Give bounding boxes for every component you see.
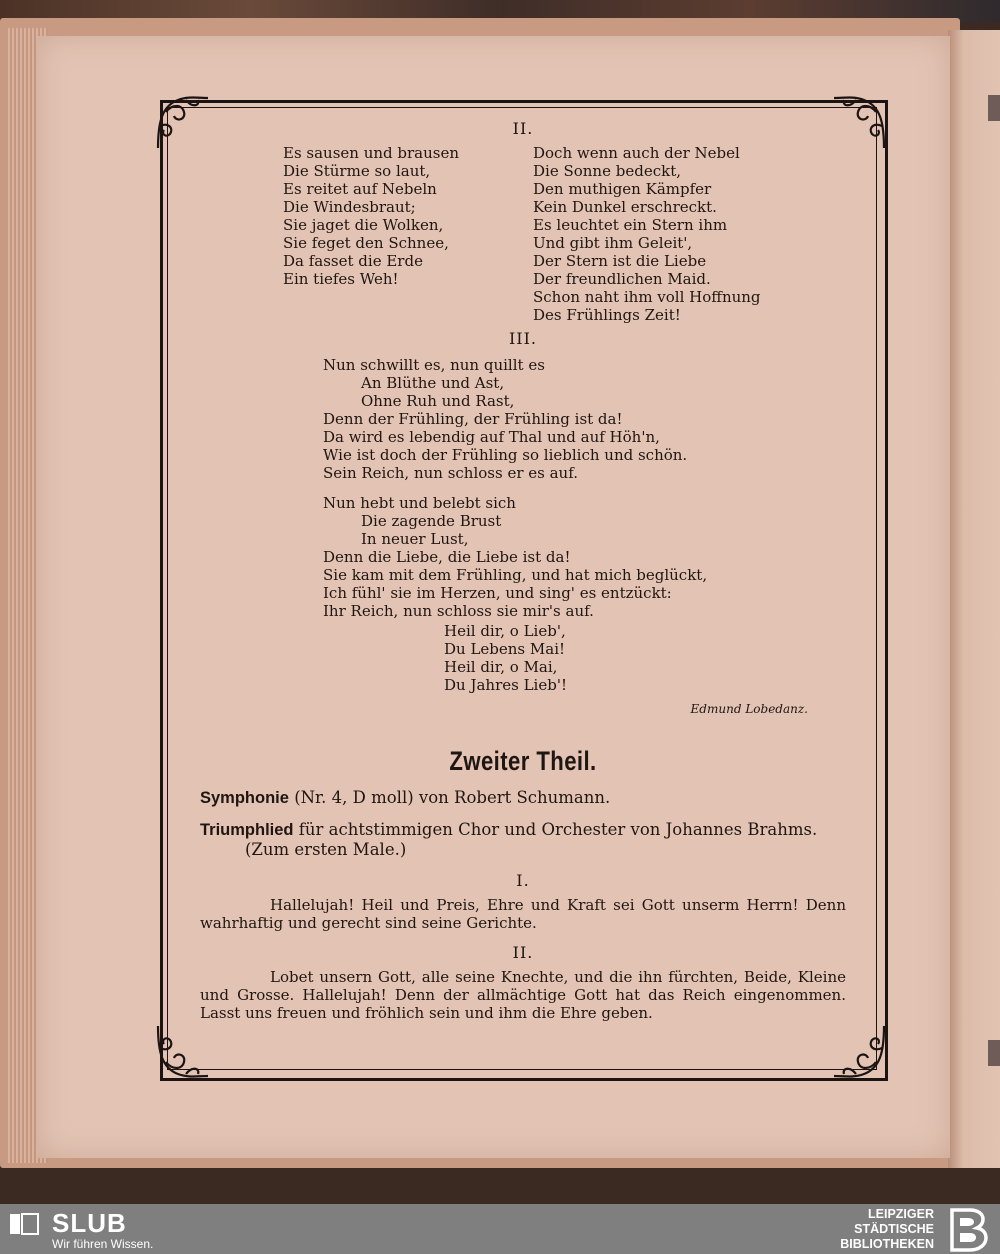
section-number-iii: III. [508, 329, 538, 348]
leipzig-library-logo-icon[interactable] [944, 1206, 994, 1254]
poem-left-column [178, 144, 528, 324]
poem-line: Des Frühlings Zeit! [533, 306, 681, 324]
poem-line: Schon naht ihm voll Hoffnung [533, 288, 761, 306]
program-work-title: Triumphlied [200, 821, 294, 839]
poem-line: Denn die Liebe, die Liebe ist da! [323, 548, 571, 566]
poem-line: Du Jahres Lieb'! [444, 676, 567, 694]
slub-name[interactable]: SLUB [52, 1208, 127, 1238]
poem-two-columns [178, 144, 868, 324]
poem-line: Die Sonne bedeckt, [533, 162, 681, 180]
poem-line: Da fasset die Erde [283, 252, 423, 270]
poem-line: Die Windesbraut; [283, 198, 416, 216]
poem-line: Die Stürme so laut, [283, 162, 431, 180]
poem-line: Wie ist doch der Frühling so lieblich und schön. [323, 446, 688, 464]
program-work-description: (Nr. 4, D moll) von Robert Schumann. [294, 788, 611, 807]
section-number-ii-b: II. [512, 943, 534, 962]
program-item [200, 820, 868, 860]
poem-line: Es sausen und brausen [283, 144, 460, 162]
page-content [178, 120, 868, 1022]
poem-line: Ihr Reich, nun schloss sie mir's auf. [323, 602, 594, 620]
poem-line: Sein Reich, nun schloss er es auf. [323, 464, 578, 482]
poem-line: Es reitet auf Nebeln [283, 180, 437, 198]
poem-line: In neuer Lust, [361, 530, 469, 548]
poem-line: Sie jaget die Wolken, [283, 216, 444, 234]
poem-stanza [178, 356, 868, 482]
slub-logo-icon[interactable] [10, 1212, 40, 1236]
slub-slogan: Wir führen Wissen. [52, 1237, 154, 1251]
part-heading: Zweiter Theil. [449, 746, 597, 776]
paragraph-text: Hallelujah! Heil und Preis, Ehre und Kraft sei Gott unserm Herrn! Denn wahrhaftig und gerecht sind seine Gerichte. [200, 896, 846, 932]
ornament-corner-icon [828, 1020, 890, 1082]
poem-refrain [178, 622, 868, 694]
poem-line: Es leuchtet ein Stern ihm [533, 216, 728, 234]
poem-line: Da wird es lebendig auf Thal und auf Höh'n, [323, 428, 660, 446]
poem-line: Denn der Frühling, der Frühling ist da! [323, 410, 623, 428]
text-paragraph [200, 896, 846, 932]
poem-line: Sie kam mit dem Frühling, und hat mich beglückt, [323, 566, 708, 584]
section-number-i: I. [516, 871, 530, 890]
poem-line: An Blüthe und Ast, [361, 374, 505, 392]
poem-line: Sie feget den Schnee, [283, 234, 449, 252]
poem-line: Ein tiefes Weh! [283, 270, 399, 288]
poem-line: Der freundlichen Maid. [533, 270, 711, 288]
leipzig-library-name[interactable] [840, 1207, 934, 1252]
poem-line: Nun hebt und belebt sich [323, 494, 516, 512]
poem-line: Heil dir, o Mai, [444, 658, 558, 676]
poem-line: Und gibt ihm Geleit', [533, 234, 693, 252]
next-page-mark [988, 1040, 1000, 1066]
poem-line: Doch wenn auch der Nebel [533, 144, 740, 162]
program-work-note: (Zum ersten Male.) [245, 840, 407, 859]
ornament-corner-icon [152, 1020, 214, 1082]
poem-author: Edmund Lobedanz. [690, 702, 808, 716]
viewer-footer-bar [0, 1204, 1000, 1254]
next-page-edge [948, 30, 1000, 1168]
poem-line: Der Stern ist die Liebe [533, 252, 707, 270]
text-paragraph [200, 968, 846, 1022]
lsb-line: LEIPZIGER [868, 1207, 934, 1221]
poem-line: Die zagende Brust [361, 512, 502, 530]
poem-line: Heil dir, o Lieb', [444, 622, 566, 640]
poem-stanza [178, 494, 868, 620]
poem-line: Nun schwillt es, nun quillt es [323, 356, 545, 374]
poem-line: Den muthigen Kämpfer [533, 180, 712, 198]
poem-line: Ohne Ruh und Rast, [361, 392, 515, 410]
program-item [200, 788, 868, 808]
poem-line: Ich fühl' sie im Herzen, und sing' es entzückt: [323, 584, 672, 602]
section-number-ii: II. [512, 119, 534, 138]
next-page-mark [988, 95, 1000, 121]
program-work-title: Symphonie [200, 789, 289, 807]
program-work-description: für achtstimmigen Chor und Orchester von Johannes Brahms. [298, 820, 818, 839]
poem-line: Kein Dunkel erschreckt. [533, 198, 717, 216]
poem-line: Du Lebens Mai! [444, 640, 566, 658]
poem-right-column [528, 144, 868, 324]
paragraph-text: Lobet unsern Gott, alle seine Knechte, und die ihn fürchten, Beide, Kleine und Grosse. Hallelujah! Denn der allmächtige Gott hat das Reich eingenommen. Lasst uns freuen und fröhlich sein und ihm die Ehre geben. [200, 968, 846, 1022]
lsb-line: STÄDTISCHE [854, 1222, 934, 1236]
lsb-line: BIBLIOTHEKEN [840, 1237, 934, 1251]
